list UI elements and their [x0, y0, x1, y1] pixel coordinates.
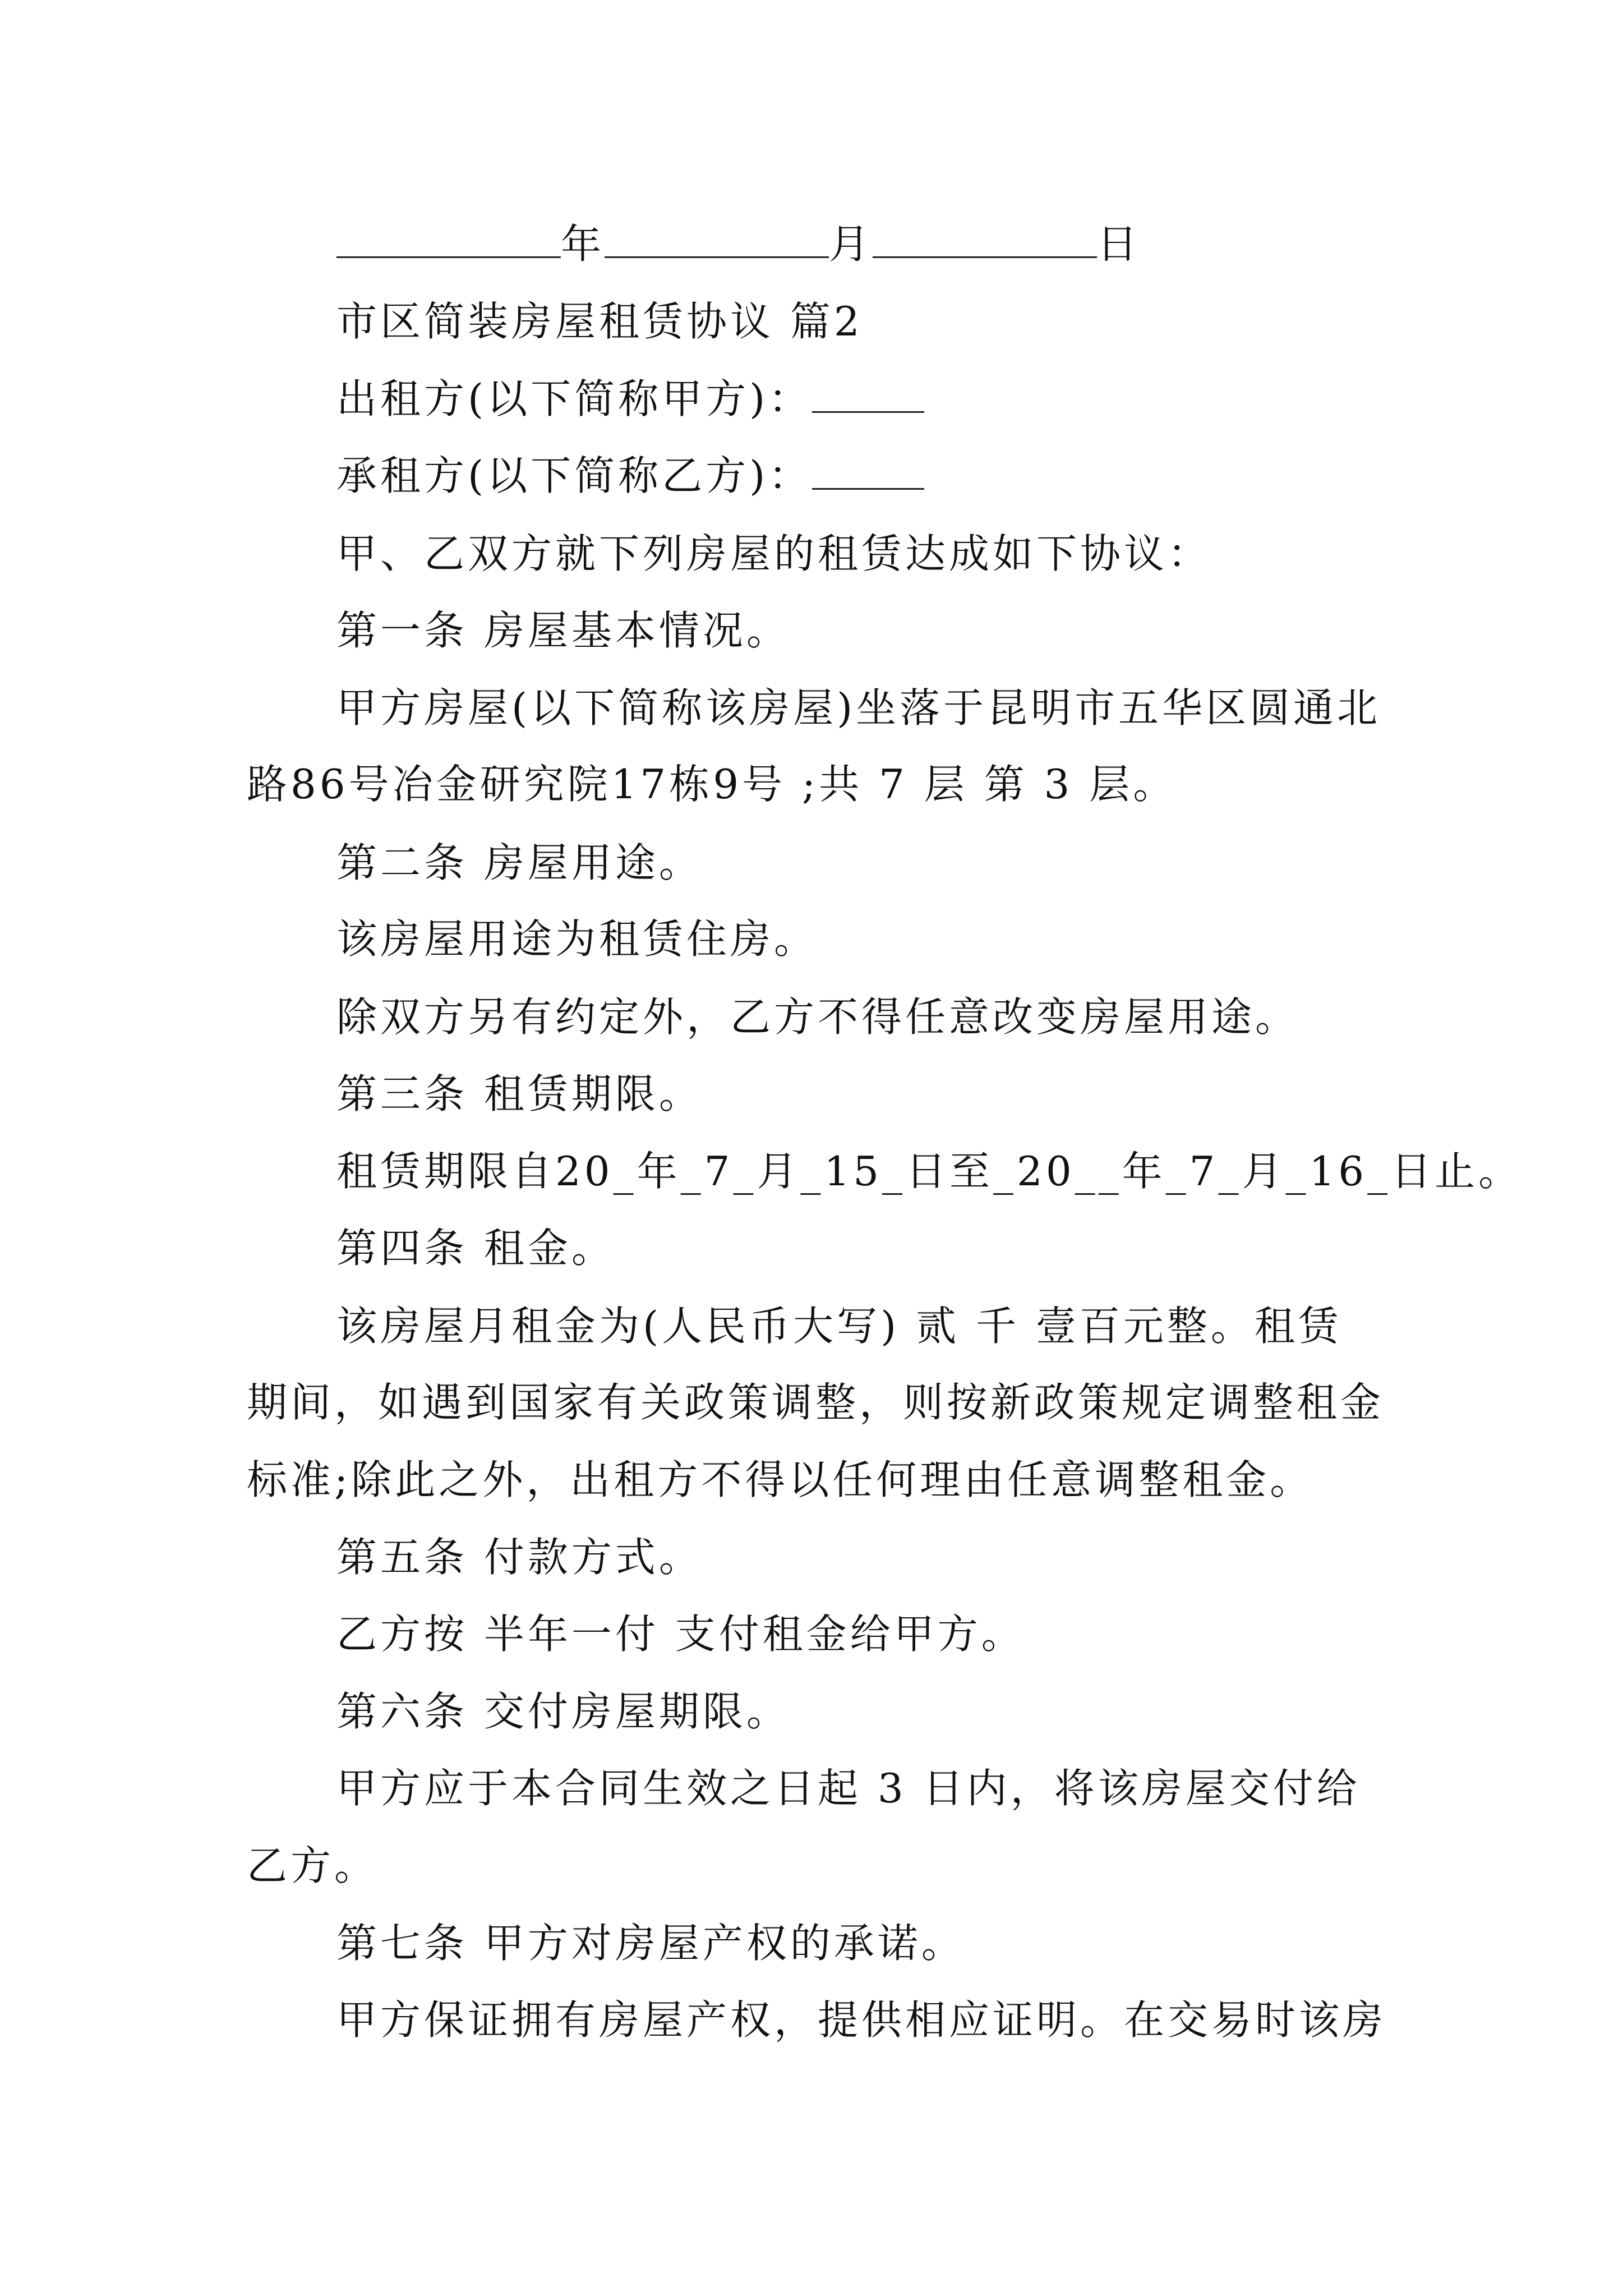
article2-heading: 第二条 房屋用途。	[336, 839, 703, 886]
intro-paragraph: 甲、乙双方就下列房屋的租赁达成如下协议：	[336, 530, 1212, 577]
month-label: 月	[829, 220, 873, 268]
article7-body-line1: 甲方保证拥有房屋产权，提供相应证明。在交易时该房	[336, 1996, 1387, 2044]
month-blank	[605, 216, 829, 258]
article4-body-line2: 期间，如遇到国家有关政策调整，则按新政策规定调整租金	[247, 1379, 1385, 1426]
lessor-line	[336, 371, 924, 427]
article1-body-line1: 甲方房屋(以下简称该房屋)坐落于昆明市五华区圆通北	[336, 684, 1381, 731]
lessee-label: 承租方(以下简称乙方)：	[336, 452, 813, 499]
article4-body-line1: 该房屋月租金为(人民币大写) 贰 千 壹百元整。租赁	[336, 1303, 1342, 1350]
article6-body-line1: 甲方应于本合同生效之日起 3 日内，将该房屋交付给	[336, 1765, 1361, 1812]
lessor-label: 出租方(以下简称甲方)：	[336, 375, 813, 422]
article3-body: 租赁期限自20_年_7_月_15_日至_20__年_7_月_16_日止。	[336, 1148, 1523, 1195]
article2-body1: 该房屋用途为租赁住房。	[336, 915, 818, 963]
day-label: 日	[1097, 220, 1141, 268]
document-title: 市区简装房屋租赁协议 篇2	[336, 298, 863, 345]
article1-heading: 第一条 房屋基本情况。	[336, 607, 790, 654]
lessee-blank	[812, 448, 924, 490]
article5-heading: 第五条 付款方式。	[336, 1534, 703, 1581]
article1-body-line2: 路86号冶金研究院17栋9号 ;共 7 层 第 3 层。	[247, 761, 1177, 808]
article2-body2: 除双方另有约定外，乙方不得任意改变房屋用途。	[336, 993, 1299, 1041]
year-label: 年	[561, 220, 605, 268]
day-blank	[873, 216, 1097, 258]
article4-body-line3: 标准;除此之外，出租方不得以任何理由任意调整租金。	[247, 1456, 1314, 1503]
article6-body-line2: 乙方。	[247, 1842, 379, 1889]
lessor-blank	[812, 371, 924, 413]
year-blank	[336, 216, 561, 258]
article7-heading: 第七条 甲方对房屋产权的承诺。	[336, 1920, 965, 1967]
article3-heading: 第三条 租赁期限。	[336, 1070, 703, 1117]
article6-heading: 第六条 交付房屋期限。	[336, 1688, 790, 1735]
article4-heading: 第四条 租金。	[336, 1225, 615, 1272]
article5-body: 乙方按 半年一付 支付租金给甲方。	[336, 1611, 1025, 1658]
date-line	[336, 216, 1141, 272]
lessee-line	[336, 448, 924, 504]
